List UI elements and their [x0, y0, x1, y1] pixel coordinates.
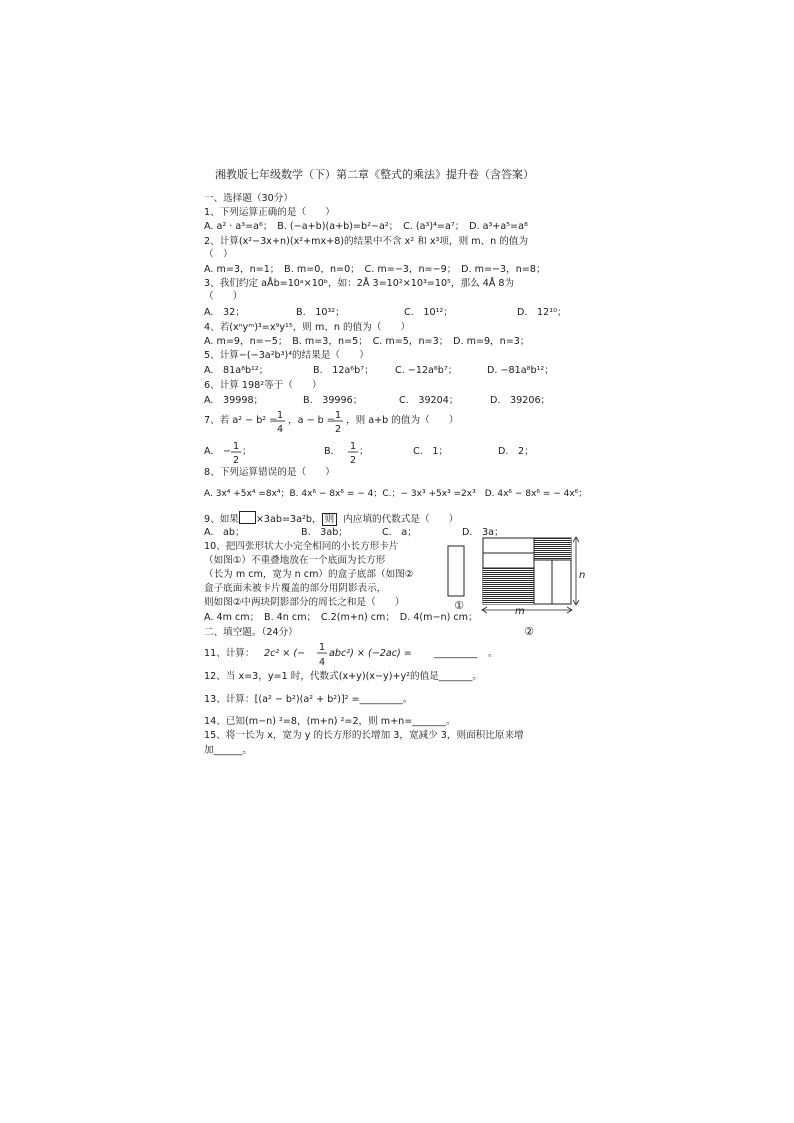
q9-blank-box: [239, 511, 256, 524]
q6-option-a: A. 39998；: [204, 395, 264, 406]
q6-option-d: D. 39206；: [490, 395, 551, 406]
q10-options: A. 4m cm； B. 4n cm； C.2(m+n) cm； D. 4(m−n) cm；: [204, 612, 478, 623]
q7-stem-pre: 7、若 a² − b² =: [204, 415, 278, 426]
section-choice-heading: 一、选择题（30分）: [204, 193, 293, 204]
q10-card-rect: [448, 546, 464, 596]
q10-line-5: 则如图②中两块阴影部分的周长之和是（ ）: [204, 597, 405, 608]
q7-stem: [204, 408, 504, 438]
q7-stem-mid: ，a − b =: [288, 415, 335, 426]
q7-option-a-num: 1: [232, 441, 240, 452]
q3-option-d: D. 12¹⁰；: [517, 307, 567, 318]
q11-expr-a: 2c² × (−: [264, 648, 306, 659]
q9-stem: [204, 511, 458, 526]
q15-line-1: 15、将一长为 x，宽为 y 的长方形的长增加 3，宽减少 3，则面积比原来增: [204, 730, 524, 741]
q11-frac-num: 1: [318, 642, 326, 653]
q10-line-4: 盒子底面未被卡片覆盖的部分用阴影表示，: [204, 583, 387, 594]
q7-frac2-den: 2: [334, 424, 342, 435]
q7-frac1-den: 4: [276, 424, 284, 435]
q10-line-1: 10、把四张形状大小完全相同的小长方形卡片: [204, 541, 399, 552]
q5-option-c: C. −12a⁶b⁷；: [395, 365, 458, 376]
q10-label-m: m: [515, 606, 525, 617]
q7-option-b-num: 1: [349, 441, 357, 452]
q8-options: A. 3x⁴ +5x⁴ =8x⁴；B. 4x⁶ − 8x⁶ = − 4；C.；− 3x³ +5x³ =2x³ D. 4x⁶ − 8x⁶ = − 4x⁶；: [204, 489, 588, 499]
q7-option-a-pre: A. −: [204, 446, 232, 457]
page-title: 湘教版七年级数学（下）第二章《整式的乘法》提升卷（含答案）: [215, 168, 534, 181]
q2-stem-paren: （ ）: [204, 249, 233, 260]
q1-options: A. a² · a³=a⁶； B. (−a+b)(a+b)=b²−a²； C. (a³)⁴=a⁷； D. a³+a⁵=a⁸: [204, 221, 528, 232]
q9-option-a: A. ab；: [204, 527, 245, 538]
q7-frac2-num: 1: [334, 410, 342, 421]
q3-stem-paren: （ ）: [204, 291, 243, 302]
q9-box-label: 则: [322, 513, 338, 526]
q7-option-a-post: ；: [242, 446, 252, 457]
q15-line-2: 加______。: [204, 745, 252, 756]
q9-mid: ×3ab=3a²b，: [255, 514, 322, 525]
q7-frac1-num: 1: [276, 410, 284, 421]
q7-option-b-den: 2: [349, 455, 357, 466]
q4-options: A. m=9，n=−5； B. m=3，n=5； C. m=5，n=3； D. m=9，n=3；: [204, 336, 530, 347]
q5-option-d: D. −81a⁸b¹²；: [487, 365, 554, 376]
q13-text: 13、计算：[(a² − b²)(a² + b²)]² =_________。: [204, 694, 413, 705]
q10-figure-2: [478, 534, 594, 640]
q9-option-c: C. a；: [382, 527, 417, 538]
q10-line-3: （长为 m cm，宽为 n cm）的盒子底部（如图②: [204, 569, 414, 580]
q10-line-2: （如图①）不重叠地放在一个底面为长方形: [204, 555, 386, 566]
q10-shade-top-right: [534, 538, 571, 560]
q7-option-d: D. 2；: [498, 446, 534, 457]
q5-option-b: B. 12a⁶b⁷；: [313, 365, 374, 376]
q10-card-top-2: [483, 553, 534, 568]
q10-card-bottom-2: [552, 560, 571, 604]
q10-shade-bottom-left: [483, 568, 534, 604]
q3-option-a: A. 32；: [204, 307, 245, 318]
q8-stem: 8、下列运算错误的是（ ）: [204, 467, 335, 478]
q9-pre: 9、如果: [204, 514, 239, 525]
section-fill-heading: 二、填空题。（24分）: [204, 627, 298, 638]
q4-stem: 4、若(xⁿyᵐ)³=x⁹y¹⁵，则 m、n 的值为（ ）: [204, 322, 411, 333]
q10-figure-1: [446, 544, 476, 614]
q3-option-c: C. 10¹²；: [404, 307, 453, 318]
q6-option-b: B. 39996；: [303, 395, 363, 406]
q3-stem: 3、我们约定 aÅb=10ᵃ×10ᵇ，如：2Å 3=10²×10³=10⁵，那么 4Å 8为: [204, 278, 515, 289]
q7-option-a-den: 2: [232, 455, 240, 466]
q7-options: [204, 440, 564, 468]
q10-figure-2-label: ②: [524, 625, 534, 638]
q12-text: 12、当 x=3，y=1 时，代数式(x+y)(x−y)+y²的值是_______。: [204, 671, 482, 682]
q10-card-bottom-1: [534, 560, 552, 604]
q7-option-b-pre: B.: [324, 446, 334, 457]
q7-stem-post: ，则 a+b 的值为（ ）: [346, 415, 459, 426]
q11-expr-b: abc²) × (−2ac) =: [329, 648, 412, 659]
q5-stem: 5、计算−(−3a²b³)⁴的结果是（ ）: [204, 350, 369, 361]
q10-card-top-1: [483, 538, 534, 553]
q7-option-c: C. 1；: [413, 446, 449, 457]
q11-line: [204, 640, 504, 670]
q1-stem: 1、下列运算正确的是（ ）: [204, 207, 335, 218]
q7-option-b-post: ；: [359, 446, 369, 457]
q5-option-a: A. 81a⁸b¹²；: [204, 365, 269, 376]
q14-text: 14、已知(m−n) ²=8，(m+n) ²=2，则 m+n=_______。: [204, 716, 456, 727]
q6-stem: 6、计算 198²等于（ ）: [204, 380, 322, 391]
q11-blank: _________: [434, 648, 478, 659]
q6-option-c: C. 39204；: [399, 395, 459, 406]
q2-stem: 2、计算(x²−3x+n)(x²+mx+8)的结果中不含 x² 和 x³项，则 m、n 的值为: [204, 236, 529, 247]
q9-option-b: B. 3ab；: [301, 527, 348, 538]
q2-options: A. m=3，n=1； B. m=0，n=0； C. m=−3，n=−9； D. m=−3，n=8；: [204, 264, 546, 275]
q10-figure-1-label: ①: [454, 599, 464, 612]
q10-label-n: n: [579, 570, 586, 581]
q9-post: 内应填的代数式是（ ）: [343, 514, 459, 525]
q9-option-d: D. 3a；: [462, 527, 504, 538]
q11-pre: 11、计算：: [204, 648, 255, 659]
q3-option-b: B. 10³²；: [296, 307, 345, 318]
q11-frac-den: 4: [318, 657, 326, 668]
q11-end: 。: [488, 648, 498, 659]
